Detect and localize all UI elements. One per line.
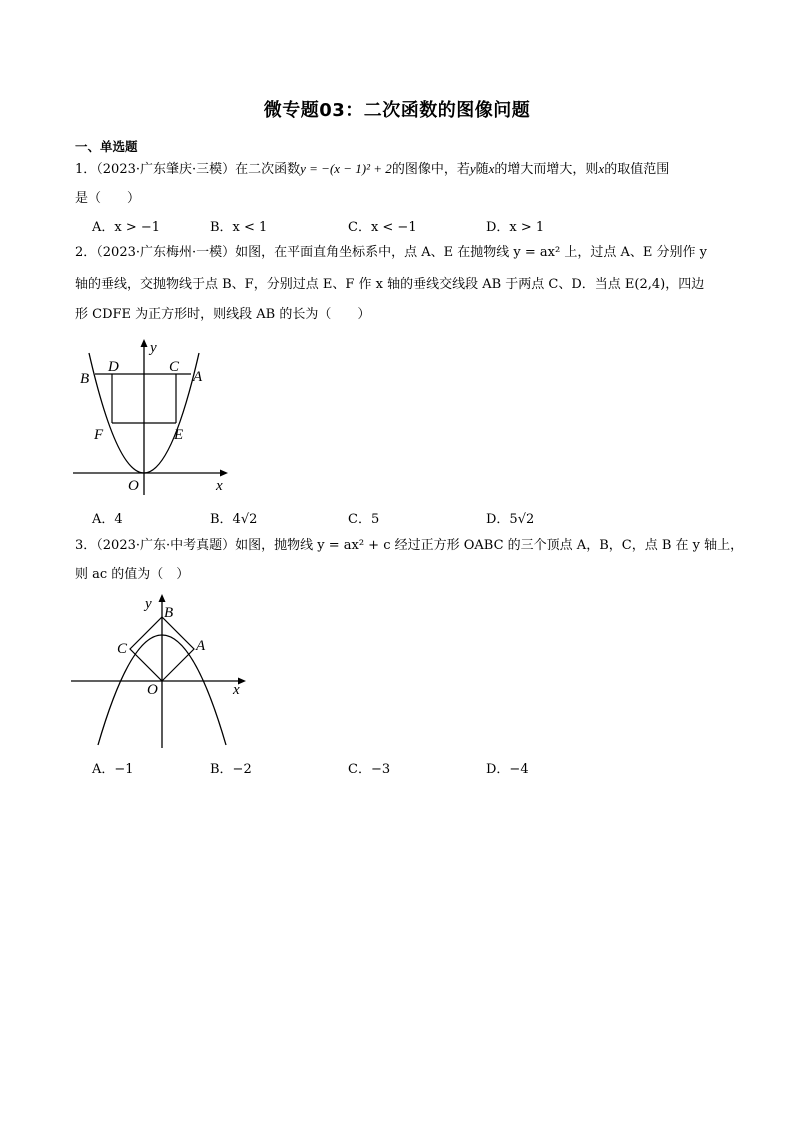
q2-label-o: O [128, 478, 139, 494]
q1-formula: y = −(x − 1)² + 2 [300, 161, 392, 176]
q2-option-d[interactable]: D．5√2 [486, 512, 535, 527]
section-heading: 一、单选题 [75, 139, 138, 154]
q1-option-a[interactable]: A．x > −1 [92, 220, 161, 235]
q3-stem-line2: 则 ac 的值为（ ） [75, 567, 190, 582]
q3-label-o: O [147, 682, 158, 698]
q1-stem-line2: 是（ ） [75, 191, 141, 206]
q2-label-e: E [174, 427, 184, 443]
q2-label-x: x [216, 478, 223, 494]
q1-mid3: 的增大而增大，则 [494, 162, 599, 177]
q1-mid: 的图像中，若 [391, 162, 470, 177]
q1-var-x: x [488, 161, 495, 176]
q1-var-y: y [469, 161, 476, 176]
q2-label-f: F [94, 427, 104, 443]
q3-label-c: C [117, 641, 128, 657]
q3-label-x: x [233, 682, 240, 698]
q1-stem-line1 [75, 160, 725, 179]
q3-stem-line1: 3．（2023·广东·中考真题）如图，抛物线 y = ax² + c 经过正方形 OABC 的三个顶点 A，B，C，点 B 在 y 轴上， [75, 538, 744, 553]
q3-figure [68, 590, 253, 750]
q3-y-axis-arrow [159, 594, 166, 602]
q2-label-y: y [150, 340, 157, 356]
q2-figure [70, 335, 235, 500]
q3-option-d[interactable]: D．−4 [486, 762, 529, 777]
q1-prefix: 1．（2023·广东肇庆·三模）在二次函数 [75, 162, 301, 177]
q1-mid2: 随 [475, 162, 489, 177]
q3-label-a: A [196, 638, 206, 654]
q2-stem-line2: 轴的垂线，交抛物线于点 B、F，分别过点 E、F 作 x 轴的垂线交线段 AB 于两点 C、D．当点 E(2,4)，四边 [75, 277, 705, 292]
q1-option-c[interactable]: C．x < −1 [348, 220, 417, 235]
q1-option-b[interactable]: B．x < 1 [210, 220, 268, 235]
q2-label-a: A [193, 369, 203, 385]
q1-option-d[interactable]: D．x > 1 [486, 220, 545, 235]
q2-option-b[interactable]: B．4√2 [210, 512, 258, 527]
q2-option-c[interactable]: C．5 [348, 512, 380, 527]
q2-y-axis-arrow [141, 339, 148, 347]
q2-label-c: C [169, 359, 180, 375]
q2-stem-line1: 2．（2023·广东梅州·一模）如图，在平面直角坐标系中，点 A、E 在抛物线 y = ax² 上，过点 A、E 分别作 y [75, 245, 707, 260]
q1-var-x2: x [598, 161, 605, 176]
q1-suffix: 的取值范围 [604, 162, 670, 177]
q2-label-d: D [108, 359, 119, 375]
q2-option-a[interactable]: A．4 [92, 512, 123, 527]
q2-label-b: B [80, 371, 90, 387]
q3-option-c[interactable]: C．−3 [348, 762, 391, 777]
q2-x-axis-arrow [220, 470, 228, 477]
q3-option-a[interactable]: A．−1 [92, 762, 134, 777]
q3-option-b[interactable]: B．−2 [210, 762, 252, 777]
q2-stem-line3: 形 CDFE 为正方形时，则线段 AB 的长为（ ） [75, 307, 371, 322]
q3-label-b: B [164, 605, 174, 621]
page-title: 微专题03：二次函数的图像问题 [263, 100, 531, 121]
q3-label-y: y [145, 596, 152, 612]
